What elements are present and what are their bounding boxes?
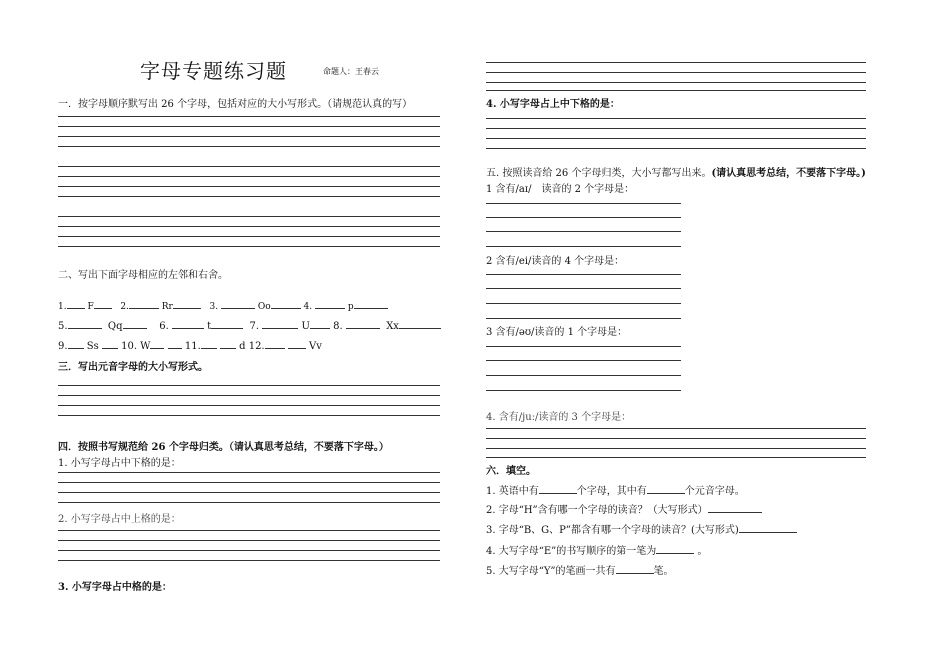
q5-number: 5. xyxy=(58,321,68,332)
fill-q1-text-a: 1. 英语中有 xyxy=(486,486,539,497)
section-5-q4: 4. 含有/juː/读音的 3 个字母是： xyxy=(486,412,632,423)
fill-q1-blank-1[interactable] xyxy=(539,483,577,494)
fill-q2-text: 2. 字母“H”含有哪一个字母的读音？（大写形式） xyxy=(486,505,708,516)
fill-q4-text-b: 。 xyxy=(697,546,708,557)
q7-letter: U xyxy=(301,321,310,332)
section-5-q1: 1 含有/aɪ/ 读音的 2 个字母是： xyxy=(486,184,635,195)
q11-number: 11. xyxy=(184,341,201,352)
fill-q5 xyxy=(486,562,674,577)
q1-letter: F xyxy=(87,302,94,312)
q8-number: 8. xyxy=(333,321,343,332)
q3-letter: Oo xyxy=(257,302,271,312)
section-4-q1: 1. 小写字母占中下格的是： xyxy=(58,458,181,469)
q4-letter: p xyxy=(347,302,354,312)
section-4-q2-lines[interactable] xyxy=(58,0,440,671)
author-label: 命题人：王春云 xyxy=(323,67,379,76)
fill-q2 xyxy=(486,501,762,516)
section-4-title: 四．按照书写规范给 26 个字母归类。（请认真思考总结，不要落下字母。） xyxy=(58,442,389,453)
q11-letter: d 12. xyxy=(239,341,265,352)
fill-q3-text: 3. 字母“B、G、P”都含有哪一个字母的读音？(大写形式) xyxy=(486,525,739,536)
section-5-title-text: 五. 按照读音给 26 个字母归类，大小写都写出来。 xyxy=(486,168,712,179)
fill-q1-text-c: 个元音字母。 xyxy=(684,486,745,497)
fill-q2-blank[interactable] xyxy=(708,502,762,513)
fill-q3-blank[interactable] xyxy=(739,522,797,533)
section-5-title-note: (请认真思考总结，不要落下字母。) xyxy=(711,168,866,179)
fill-q5-text-a: 5. 大写字母“Y”的笔画一共有 xyxy=(486,566,616,577)
fill-q1-blank-2[interactable] xyxy=(647,483,685,494)
section-4-q4: 4. 小写字母占上中下格的是： xyxy=(486,99,620,110)
q6-letter: t xyxy=(207,321,212,332)
section-4-q3: 3. 小写字母占中格的是： xyxy=(58,582,172,593)
section-5-q2: 2 含有/ei/读音的 4 个字母是： xyxy=(486,256,625,267)
q3-number: 3. xyxy=(209,302,219,312)
q9-number: 9. xyxy=(58,341,68,352)
q2-number: 2. xyxy=(120,302,129,312)
section-4-q2: 2. 小写字母占中上格的是： xyxy=(58,514,181,525)
q8-letter: Xx xyxy=(386,321,399,332)
q6-number: 6. xyxy=(159,321,169,332)
section-6-title: 六．填空。 xyxy=(486,466,536,477)
fill-q3 xyxy=(486,521,797,536)
q9-letter: Ss xyxy=(86,341,99,352)
q7-number: 7. xyxy=(249,321,260,332)
fill-q4-blank[interactable] xyxy=(656,543,694,554)
section-2-title: 二、写出下面字母相应的左邻和右舍。 xyxy=(58,270,228,281)
fill-q1-text-b: 个字母，其中有 xyxy=(576,486,647,497)
q12-letter: Vv xyxy=(308,341,322,352)
q2-letter: Rr xyxy=(161,302,173,312)
q4-number: 4. xyxy=(303,302,313,312)
fill-q4 xyxy=(486,542,707,557)
fill-q5-blank[interactable] xyxy=(616,563,654,574)
q1-number: 1. xyxy=(58,302,67,312)
q5-letter: Qq xyxy=(107,321,123,332)
section-3-title: 三．写出元音字母的大小写形式。 xyxy=(58,362,208,373)
fill-q4-text-a: 4. 大写字母“E”的书写顺序的第一笔为 xyxy=(486,546,657,557)
fill-q5-text-b: 笔。 xyxy=(653,566,674,577)
page-title: 字母专题练习题 xyxy=(140,59,287,83)
fill-q1 xyxy=(486,482,745,497)
q10-number: 10. W xyxy=(121,341,151,352)
section-1-title: 一．按字母顺序默写出 26 个字母，包括对应的大小写形式。（请规范认真的写） xyxy=(58,99,413,110)
section-5-q3: 3 含有/əʊ/读音的 1 个字母是： xyxy=(486,327,628,338)
